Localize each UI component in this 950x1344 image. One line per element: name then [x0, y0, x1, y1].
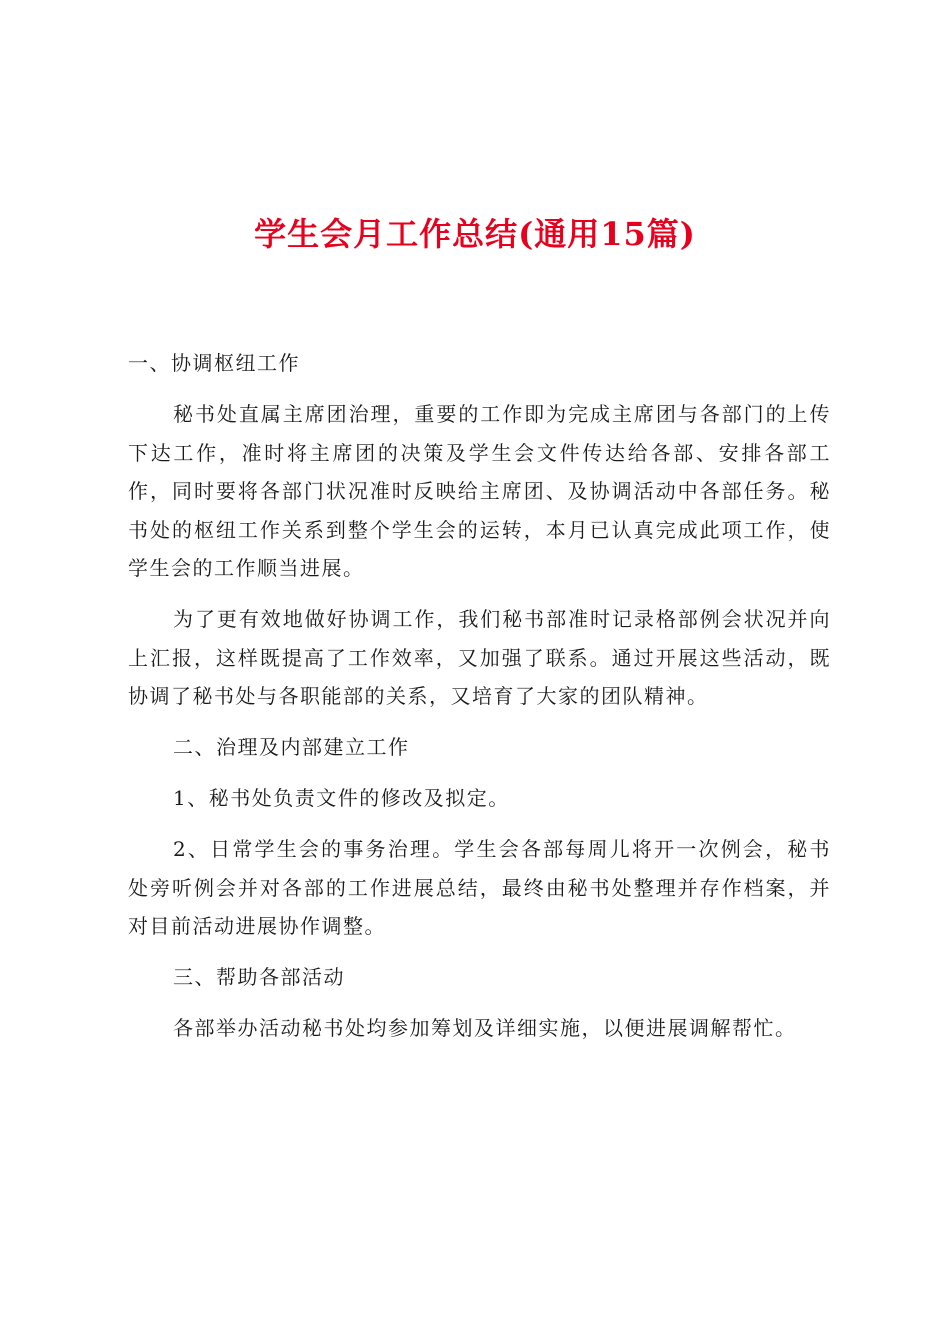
list-item: 1、秘书处负责文件的修改及拟定。: [173, 786, 510, 810]
section-heading-1: 一、协调枢纽工作: [128, 351, 300, 375]
document-body: [128, 344, 831, 1060]
body-paragraph: 为了更有效地做好协调工作，我们秘书部准时记录格部例会状况并向上汇报，这样既提高了工作效率，又加强了联系。通过开展这些活动，既协调了秘书处与各职能部的关系，又培育了大家的团队精神。: [128, 607, 831, 708]
document-title: 学生会月工作总结(通用15篇): [254, 215, 696, 253]
list-item: 2、日常学生会的事务治理。学生会各部每周儿将开一次例会，秘书处旁听例会并对各部的工作进展总结，最终由秘书处整理并存作档案，并对目前活动进展协作调整。: [128, 837, 831, 938]
section-heading-2: 二、治理及内部建立工作: [173, 735, 410, 759]
body-paragraph: 各部举办活动秘书处均参加筹划及详细实施，以便进展调解帮忙。: [173, 1016, 797, 1040]
body-paragraph: 秘书处直属主席团治理，重要的工作即为完成主席团与各部门的上传下达工作，准时将主席团的决策及学生会文件传达给各部、安排各部工作，同时要将各部门状况准时反映给主席团、及协调活动中各部任务。秘书处的枢纽工作关系到整个学生会的运转，本月已认真完成此项工作，使学生会的工作顺当进展。: [128, 402, 831, 580]
section-heading-3: 三、帮助各部活动: [173, 965, 345, 989]
